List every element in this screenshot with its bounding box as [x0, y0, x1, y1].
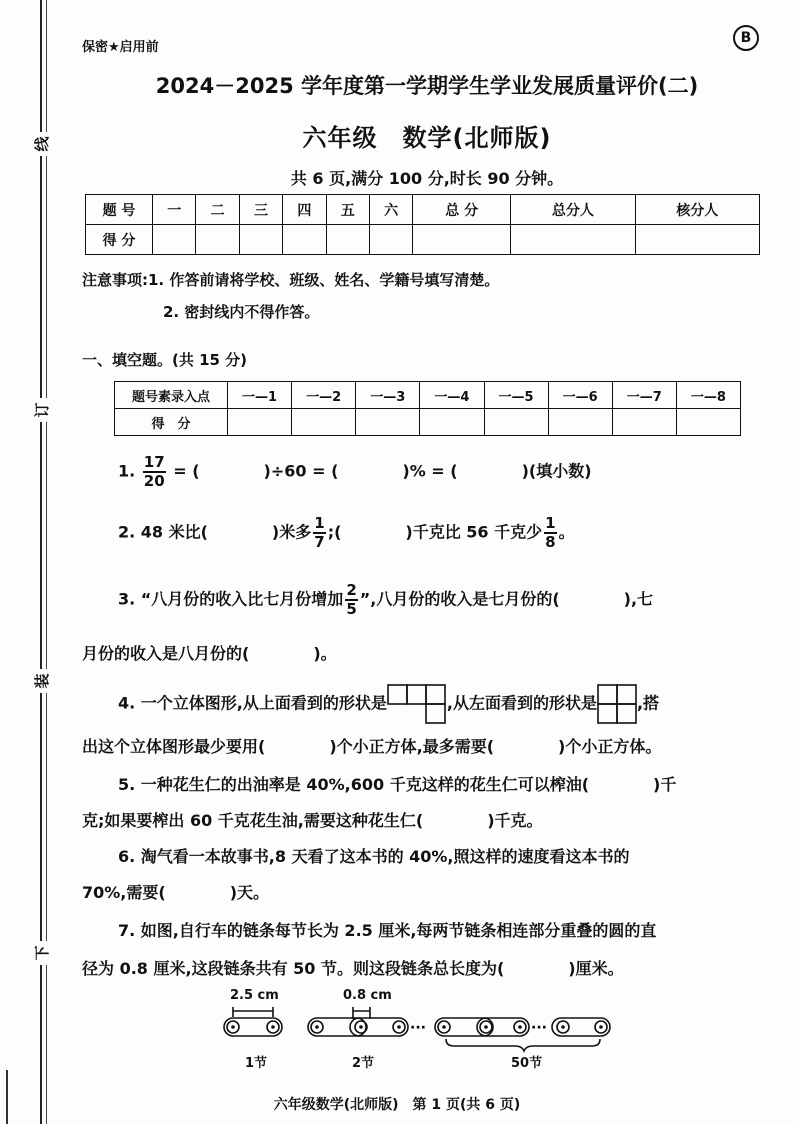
score-header-cell: 三	[239, 195, 282, 225]
section-1-header-cell: 一—1	[228, 382, 292, 409]
score-header-cell: 四	[283, 195, 326, 225]
question-4-text-c: ,搭	[636, 693, 660, 713]
question-3-line-2: 月份的收入是八月份的( )。	[82, 644, 337, 663]
score-header-cell: 六	[369, 195, 412, 225]
binding-char-xia: 下	[30, 941, 54, 965]
question-2-fraction-2	[544, 516, 556, 550]
section-1-header-cell: 一—8	[676, 382, 740, 409]
fraction-denominator: 8	[545, 533, 556, 551]
section-1-score-row	[115, 409, 741, 436]
binding-char-zhuang: 装	[30, 669, 54, 693]
section-1-score-cell[interactable]	[356, 409, 420, 436]
section-1-header-cell: 一—3	[356, 382, 420, 409]
score-cell[interactable]	[326, 225, 369, 255]
question-2	[118, 516, 575, 550]
chain-figure	[220, 1005, 620, 1055]
question-3-text-a: 3. “八月份的收入比七月份增加	[118, 589, 344, 609]
score-row-label: 得 分	[86, 225, 153, 255]
fraction-numerator: 1	[314, 514, 325, 532]
question-1-number: 1.	[118, 461, 136, 481]
binding-char-ding: 订	[30, 398, 54, 422]
chain-overlap-label: 0.8 cm	[343, 988, 392, 1003]
chain-dots-1: ···	[410, 1020, 426, 1036]
question-7-line-1: 7. 如图,自行车的链条每节长为 2.5 厘米,每两节链条相连部分重叠的圆的直	[118, 921, 657, 940]
question-6-line-2: 70%,需要( )天。	[82, 883, 270, 902]
question-6-line-1: 6. 淘气看一本故事书,8 天看了这本书的 40%,照这样的速度看这本书的	[118, 847, 630, 866]
section-1-header-cell: 一—4	[420, 382, 484, 409]
section-1-score-cell[interactable]	[548, 409, 612, 436]
question-3-fraction	[345, 583, 357, 617]
fraction-numerator: 2	[346, 581, 357, 599]
section-1-score-table	[114, 381, 741, 436]
binding-char-xian: 线	[30, 132, 54, 156]
section-1-score-cell[interactable]	[228, 409, 292, 436]
question-1-fraction	[143, 455, 166, 489]
question-5-line-2: 克;如果要榨出 60 千克花生油,需要这种花生仁( )千克。	[82, 811, 543, 830]
score-header-cell: 核分人	[635, 195, 759, 225]
question-4-line-1	[118, 684, 659, 724]
score-table-score-row	[86, 225, 760, 255]
question-3-line-1	[118, 583, 653, 617]
question-2-text-c: 。	[558, 522, 575, 542]
section-1-header-cell: 一—2	[292, 382, 356, 409]
score-table	[85, 194, 760, 255]
section-1-score-cell[interactable]	[292, 409, 356, 436]
section-1-score-cell[interactable]	[676, 409, 740, 436]
question-2-text-a: 2. 48 米比( )米多	[118, 522, 312, 542]
score-table-header-row	[86, 195, 760, 225]
section-1-header-row	[115, 382, 741, 409]
secret-label: 保密★启用前	[82, 40, 159, 55]
score-header-cell: 题 号	[86, 195, 153, 225]
score-header-cell: 一	[153, 195, 196, 225]
exam-title: 2024－2025 学年度第一学期学生学业发展质量评价(二)	[155, 74, 699, 98]
exam-subtitle: 六年级 数学(北师版)	[302, 124, 552, 152]
score-header-cell: 五	[326, 195, 369, 225]
question-5-line-1: 5. 一种花生仁的出油率是 40%,600 千克这样的花生仁可以榨油( )千	[118, 775, 677, 794]
exam-info: 共 6 页,满分 100 分,时长 90 分钟。	[290, 169, 564, 188]
question-7-line-2: 径为 0.8 厘米,这段链条共有 50 节。则这段链条总长度为( )厘米。	[82, 959, 624, 978]
page-footer: 六年级数学(北师版) 第 1 页(共 6 页)	[273, 1097, 521, 1113]
top-view-shape-icon	[387, 684, 447, 724]
score-cell[interactable]	[369, 225, 412, 255]
section-1-header-cell: 一—5	[484, 382, 548, 409]
score-cell[interactable]	[239, 225, 282, 255]
fraction-denominator: 7	[314, 533, 325, 551]
section-1-score-cell[interactable]	[484, 409, 548, 436]
fraction-numerator: 1	[545, 514, 556, 532]
chain-length-label: 2.5 cm	[230, 988, 279, 1003]
left-view-shape-icon	[597, 684, 637, 724]
question-2-fraction-1	[313, 516, 325, 550]
question-4-line-2: 出这个立体图形最少要用( )个小正方体,最多需要( )个小正方体。	[82, 737, 662, 756]
question-2-text-b: ;( )千克比 56 千克少	[327, 522, 543, 542]
score-cell[interactable]	[153, 225, 196, 255]
question-3-text-b: ”,八月份的收入是七月份的( ),七	[359, 589, 654, 609]
score-header-cell: 总分人	[511, 195, 635, 225]
chain-label-2: 2节	[352, 1056, 375, 1071]
section-1-header-cell: 题号素录入点	[115, 382, 228, 409]
score-cell[interactable]	[511, 225, 635, 255]
question-1-text: = ( )÷60 = ( )% = ( )(填小数)	[173, 461, 592, 481]
chain-label-50: 50节	[511, 1056, 543, 1071]
score-cell[interactable]	[635, 225, 759, 255]
version-badge: B	[733, 25, 759, 51]
section-1-score-cell[interactable]	[420, 409, 484, 436]
score-cell[interactable]	[283, 225, 326, 255]
fraction-numerator: 17	[143, 453, 165, 471]
question-4-text-a: 4. 一个立体图形,从上面看到的形状是	[118, 693, 387, 713]
question-1	[118, 455, 592, 489]
score-cell[interactable]	[413, 225, 511, 255]
section-1-header-cell: 一—7	[612, 382, 676, 409]
fraction-denominator: 5	[346, 600, 357, 618]
fraction-denominator: 20	[143, 472, 165, 490]
section-1-title: 一、填空题。(共 15 分)	[82, 351, 248, 369]
score-header-cell: 二	[196, 195, 239, 225]
section-1-score-cell[interactable]	[612, 409, 676, 436]
brace-50-links	[446, 1039, 600, 1051]
section-1-header-cell: 一—6	[548, 382, 612, 409]
section-1-row-label: 得 分	[115, 409, 228, 436]
chain-label-1: 1节	[245, 1056, 268, 1071]
chain-dots-2: ···	[531, 1020, 547, 1036]
notes-line-1: 注意事项:1. 作答前请将学校、班级、姓名、学籍号填写清楚。	[82, 271, 500, 289]
score-header-cell: 总 分	[413, 195, 511, 225]
question-4-text-b: ,从左面看到的形状是	[446, 693, 597, 713]
notes-line-2: 2. 密封线内不得作答。	[163, 303, 320, 321]
score-cell[interactable]	[196, 225, 239, 255]
